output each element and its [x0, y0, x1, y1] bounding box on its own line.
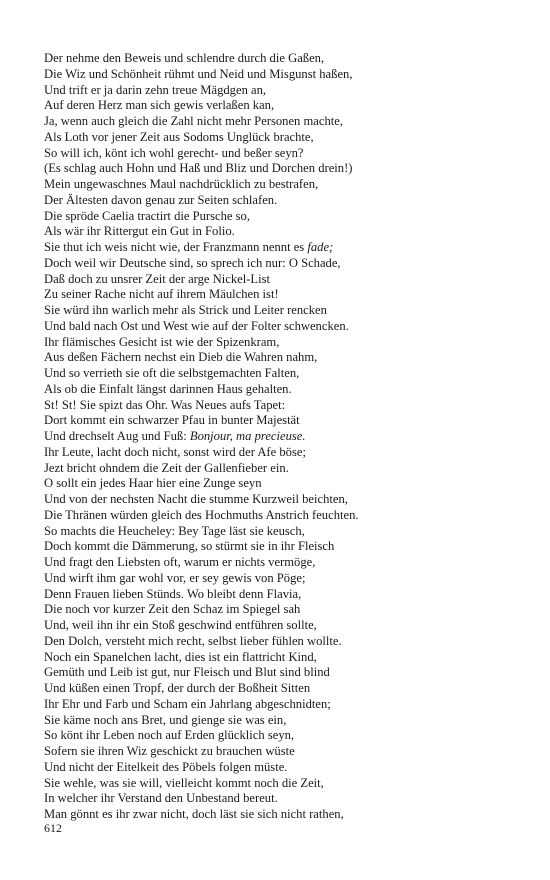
poem-line: [44, 728, 534, 744]
poem-line: [44, 429, 534, 445]
poem-line-text: Ihr Leute, lacht doch nicht, sonst wird der Afe böse;: [44, 444, 306, 459]
poem-line: [44, 587, 534, 603]
poem-line-text: Auf deren Herz man sich gewis verlaßen kan,: [44, 98, 275, 113]
poem-line-text: So könt ihr Leben noch auf Erden glücklich seyn,: [44, 728, 295, 743]
poem-line-text: O sollt ein jedes Haar hier eine Zunge seyn: [44, 476, 262, 491]
poem-line: [44, 130, 534, 146]
poem-line-text: Noch ein Spanelchen lacht, dies ist ein flattricht Kind,: [44, 649, 317, 664]
poem-line-text: Als ob die Einfalt längst darinnen Haus gehalten.: [44, 381, 292, 396]
poem-line: [44, 224, 534, 240]
poem-line-text: Dort kommt ein schwarzer Pfau in bunter Majestät: [44, 413, 300, 428]
poem-line-text: Ihr flämisches Gesicht ist wie der Spizenkram,: [44, 334, 280, 349]
poem-line-text: Daß doch zu unsrer Zeit der arge Nickel-List: [44, 271, 271, 286]
poem-line: [44, 776, 534, 792]
poem-line-text: St! St! Sie spizt das Ohr. Was Neues aufs Tapet:: [44, 397, 286, 412]
poem-line-text: Jezt bricht ohndem die Zeit der Gallenfieber ein.: [44, 460, 289, 475]
poem-line-text: Mein ungewaschnes Maul nachdrücklich zu bestrafen,: [44, 177, 319, 191]
poem-line-text: Ja, wenn auch gleich die Zahl nicht mehr Personen machte,: [44, 114, 343, 128]
poem-line: [44, 413, 534, 429]
poem-line: [44, 272, 534, 288]
poem-line: [44, 618, 534, 634]
poem-line: [44, 697, 534, 713]
poem-line-text: Sie wehle, was sie will, vielleicht kommt noch die Zeit,: [44, 775, 324, 790]
poem-line-text: Und fragt den Liebsten oft, warum er nichts vermöge,: [44, 555, 316, 569]
poem-line-text: Und küßen einen Tropf, der durch der Boßheit Sitten: [44, 681, 311, 695]
poem-line-text: Und von der nechsten Nacht die stumme Kurzweil beichten,: [44, 492, 348, 506]
poem-line: [44, 650, 534, 666]
poem-line-text: Die Thränen würden gleich des Hochmuths Anstrich feuchten.: [44, 507, 359, 522]
poem-line: [44, 256, 534, 272]
poem-line: [44, 555, 534, 571]
poem-line-text: In welcher ihr Verstand den Unbestand bereut.: [44, 791, 278, 806]
poem-line-text: Der Ältesten davon genau zur Seiten schlafen.: [44, 192, 278, 207]
poem-line: [44, 350, 534, 366]
poem-line: [44, 287, 534, 303]
poem-line: [44, 681, 534, 697]
poem-line: [44, 193, 534, 209]
poem-line-text: Doch weil wir Deutsche sind, so sprech ich nur: O Schade,: [44, 255, 341, 270]
poem-line-text: Doch kommt die Dämmerung, so stürmt sie in ihr Fleisch: [44, 539, 335, 554]
poem-line-text: Als Loth vor jener Zeit aus Sodoms Unglück brachte,: [44, 129, 314, 144]
poem-line: [44, 177, 534, 193]
poem-line-text: Gemüth und Leib ist gut, nur Fleisch und Blut sind blind: [44, 665, 330, 680]
poem-line-text: So machts die Heucheley: Bey Tage läst sie keusch,: [44, 523, 305, 538]
poem-line-text: So will ich, könt ich wohl gerecht- und beßer seyn?: [44, 145, 304, 160]
poem-line: [44, 335, 534, 351]
poem-line: [44, 602, 534, 618]
poem-line: [44, 398, 534, 414]
poem-line-text: Man gönnt es ihr zwar nicht, doch läst sie sich nicht rathen,: [44, 807, 344, 821]
poem-line: [44, 571, 534, 587]
poem-line: [44, 83, 534, 99]
poem-line-text: Der nehme den Beweis und schlendre durch die Gaßen,: [44, 51, 325, 65]
poem-line: [44, 476, 534, 492]
poem-text: [44, 51, 534, 823]
poem-line-text: Als wär ihr Rittergut ein Gut in Folio.: [44, 224, 235, 239]
poem-line: [44, 209, 534, 225]
poem-line: [44, 744, 534, 760]
poem-line-text: Die spröde Caelia tractirt die Pursche so,: [44, 208, 250, 223]
poem-line-text: Die Wiz und Schönheit rühmt und Neid und Misgunst haßen,: [44, 66, 353, 81]
poem-line: [44, 67, 534, 83]
poem-line: [44, 303, 534, 319]
poem-line-text: Und nicht der Eitelkeit des Pöbels folgen müste.: [44, 759, 288, 774]
poem-line-text: Die noch vor kurzer Zeit den Schaz im Spiegel sah: [44, 602, 301, 617]
poem-line-text: Und wirft ihm gar wohl vor, er sey gewis von Pöge;: [44, 570, 306, 585]
poem-line-text: Aus deßen Fächern nechst ein Dieb die Wahren nahm,: [44, 350, 318, 365]
poem-line-text: Den Dolch, versteht mich recht, selbst lieber fühlen wollte.: [44, 633, 342, 648]
poem-line: [44, 319, 534, 335]
poem-line: [44, 98, 534, 114]
poem-line: [44, 713, 534, 729]
poem-line-italic-text: Bonjour, ma precieuse.: [189, 429, 306, 443]
poem-line-text: Zu seiner Rache nicht auf ihrem Mäulchen ist!: [44, 287, 279, 302]
poem-line: [44, 634, 534, 650]
poem-line-text: Und drechselt Aug und Fuß:: [44, 429, 190, 443]
poem-line: [44, 665, 534, 681]
poem-line: [44, 508, 534, 524]
poem-line-text: Und bald nach Ost und West wie auf der Folter schwencken.: [44, 318, 349, 333]
poem-line-text: Und, weil ihn ihr ein Stoß geschwind entführen sollte,: [44, 618, 317, 632]
poem-line-text: Denn Frauen lieben Stünds. Wo bleibt denn Flavia,: [44, 586, 302, 601]
poem-line: [44, 366, 534, 382]
poem-line: [44, 161, 534, 177]
poem-line-text: Ihr Ehr und Farb und Scham ein Jahrlang abgeschnidten;: [44, 696, 331, 711]
poem-line-text: Sie thut ich weis nicht wie, der Franzmann nennt es: [44, 240, 308, 254]
poem-line: [44, 51, 534, 67]
poem-line: [44, 146, 534, 162]
poem-line-text: Und trift er ja darin zehn treue Mägdgen an,: [44, 82, 267, 97]
poem-line-text: (Es schlag auch Hohn und Haß und Bliz und Dorchen drein!): [44, 161, 353, 176]
poem-line-text: Sie würd ihn warlich mehr als Strick und Leiter rencken: [44, 303, 327, 317]
poem-line: [44, 114, 534, 130]
poem-line-text: Und so verrieth sie oft die selbstgemachten Falten,: [44, 366, 300, 380]
poem-line: [44, 760, 534, 776]
poem-line: [44, 445, 534, 461]
poem-line: [44, 791, 534, 807]
page-number: 612: [44, 821, 62, 835]
poem-line: [44, 492, 534, 508]
poem-line-italic-text: fade;: [307, 240, 334, 254]
poem-line: [44, 807, 534, 823]
poem-line: [44, 461, 534, 477]
poem-line-text: Sofern sie ihren Wiz geschickt zu brauchen wüste: [44, 744, 295, 758]
poem-line: [44, 539, 534, 555]
poem-line: [44, 524, 534, 540]
poem-line-text: Sie käme noch ans Bret, und gienge sie was ein,: [44, 712, 287, 727]
poem-line: [44, 240, 534, 256]
poem-line: [44, 382, 534, 398]
